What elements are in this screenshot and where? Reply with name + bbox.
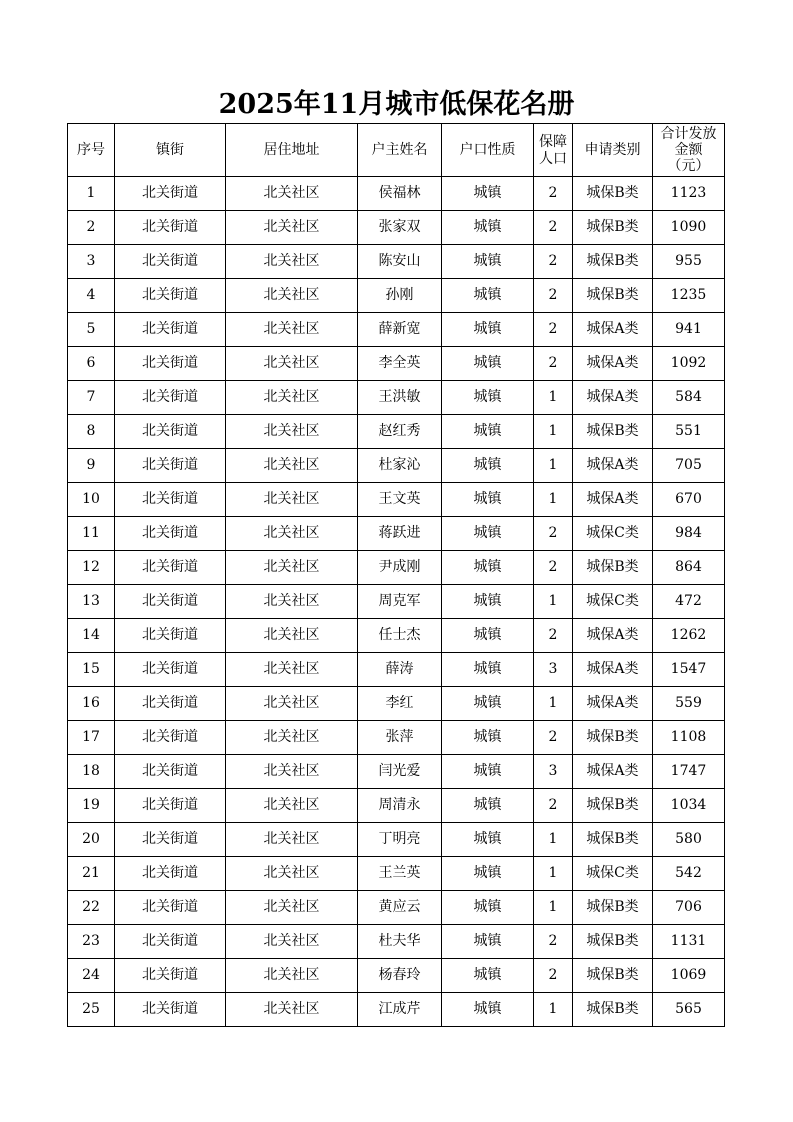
header-persons-line1: 保障 (539, 134, 567, 150)
cell-address: 北关社区 (226, 789, 358, 823)
cell-name: 李全英 (358, 347, 442, 381)
cell-address: 北关社区 (226, 891, 358, 925)
cell-street: 北关街道 (115, 891, 226, 925)
cell-hukou: 城镇 (442, 891, 534, 925)
table-row (68, 823, 725, 857)
table-header (68, 124, 725, 177)
cell-category: 城保A类 (573, 347, 653, 381)
cell-seq: 8 (68, 415, 115, 449)
cell-street: 北关街道 (115, 279, 226, 313)
table-row (68, 483, 725, 517)
cell-name: 江成芹 (358, 993, 442, 1027)
cell-street: 北关街道 (115, 959, 226, 993)
table-row (68, 857, 725, 891)
table-row (68, 551, 725, 585)
cell-name: 周克军 (358, 585, 442, 619)
cell-street: 北关街道 (115, 245, 226, 279)
cell-persons: 2 (534, 279, 573, 313)
cell-amount: 1090 (653, 211, 725, 245)
cell-seq: 1 (68, 177, 115, 211)
header-name: 户主姓名 (358, 124, 442, 177)
cell-amount: 1092 (653, 347, 725, 381)
cell-persons: 1 (534, 585, 573, 619)
cell-seq: 24 (68, 959, 115, 993)
table-row (68, 279, 725, 313)
cell-category: 城保A类 (573, 687, 653, 721)
cell-persons: 2 (534, 177, 573, 211)
cell-persons: 2 (534, 211, 573, 245)
cell-amount: 955 (653, 245, 725, 279)
cell-category: 城保A类 (573, 381, 653, 415)
cell-seq: 20 (68, 823, 115, 857)
cell-address: 北关社区 (226, 381, 358, 415)
table-row (68, 415, 725, 449)
cell-amount: 551 (653, 415, 725, 449)
table-row (68, 721, 725, 755)
cell-category: 城保B类 (573, 551, 653, 585)
cell-street: 北关街道 (115, 211, 226, 245)
cell-persons: 1 (534, 857, 573, 891)
table-row (68, 245, 725, 279)
cell-category: 城保A类 (573, 653, 653, 687)
cell-seq: 25 (68, 993, 115, 1027)
cell-hukou: 城镇 (442, 789, 534, 823)
cell-amount: 864 (653, 551, 725, 585)
cell-address: 北关社区 (226, 585, 358, 619)
cell-hukou: 城镇 (442, 959, 534, 993)
cell-street: 北关街道 (115, 313, 226, 347)
cell-hukou: 城镇 (442, 415, 534, 449)
header-row (68, 124, 725, 177)
cell-persons: 2 (534, 551, 573, 585)
cell-address: 北关社区 (226, 483, 358, 517)
cell-hukou: 城镇 (442, 993, 534, 1027)
cell-amount: 1262 (653, 619, 725, 653)
cell-hukou: 城镇 (442, 483, 534, 517)
cell-hukou: 城镇 (442, 653, 534, 687)
cell-address: 北关社区 (226, 653, 358, 687)
cell-hukou: 城镇 (442, 551, 534, 585)
cell-street: 北关街道 (115, 585, 226, 619)
table-row (68, 585, 725, 619)
cell-street: 北关街道 (115, 381, 226, 415)
table-row (68, 381, 725, 415)
header-persons (534, 124, 573, 177)
table-row (68, 687, 725, 721)
cell-hukou: 城镇 (442, 721, 534, 755)
cell-address: 北关社区 (226, 177, 358, 211)
cell-amount: 1108 (653, 721, 725, 755)
cell-address: 北关社区 (226, 959, 358, 993)
cell-street: 北关街道 (115, 925, 226, 959)
cell-amount: 565 (653, 993, 725, 1027)
cell-seq: 12 (68, 551, 115, 585)
cell-amount: 1747 (653, 755, 725, 789)
cell-street: 北关街道 (115, 721, 226, 755)
cell-amount: 1131 (653, 925, 725, 959)
table-row (68, 925, 725, 959)
cell-street: 北关街道 (115, 789, 226, 823)
cell-name: 张家双 (358, 211, 442, 245)
cell-hukou: 城镇 (442, 619, 534, 653)
cell-persons: 2 (534, 245, 573, 279)
cell-seq: 7 (68, 381, 115, 415)
cell-name: 李红 (358, 687, 442, 721)
cell-category: 城保B类 (573, 789, 653, 823)
cell-persons: 1 (534, 483, 573, 517)
cell-persons: 3 (534, 755, 573, 789)
cell-name: 杜家沁 (358, 449, 442, 483)
cell-address: 北关社区 (226, 721, 358, 755)
cell-category: 城保B类 (573, 891, 653, 925)
cell-hukou: 城镇 (442, 313, 534, 347)
cell-name: 薛涛 (358, 653, 442, 687)
header-amount-line3: （元） (667, 158, 710, 174)
cell-category: 城保A类 (573, 483, 653, 517)
cell-hukou: 城镇 (442, 585, 534, 619)
cell-hukou: 城镇 (442, 925, 534, 959)
cell-hukou: 城镇 (442, 381, 534, 415)
cell-address: 北关社区 (226, 211, 358, 245)
cell-amount: 1034 (653, 789, 725, 823)
cell-name: 赵红秀 (358, 415, 442, 449)
cell-name: 丁明亮 (358, 823, 442, 857)
cell-hukou: 城镇 (442, 517, 534, 551)
cell-address: 北关社区 (226, 619, 358, 653)
cell-category: 城保B类 (573, 279, 653, 313)
cell-street: 北关街道 (115, 687, 226, 721)
cell-amount: 559 (653, 687, 725, 721)
cell-address: 北关社区 (226, 925, 358, 959)
cell-category: 城保B类 (573, 823, 653, 857)
cell-category: 城保A类 (573, 449, 653, 483)
cell-amount: 670 (653, 483, 725, 517)
cell-name: 王兰英 (358, 857, 442, 891)
cell-name: 杜夫华 (358, 925, 442, 959)
cell-amount: 1235 (653, 279, 725, 313)
cell-name: 王文英 (358, 483, 442, 517)
header-hukou: 户口性质 (442, 124, 534, 177)
cell-address: 北关社区 (226, 857, 358, 891)
cell-street: 北关街道 (115, 517, 226, 551)
table-row (68, 789, 725, 823)
cell-category: 城保C类 (573, 517, 653, 551)
table-row (68, 177, 725, 211)
cell-persons: 1 (534, 415, 573, 449)
cell-amount: 1547 (653, 653, 725, 687)
cell-street: 北关街道 (115, 653, 226, 687)
cell-address: 北关社区 (226, 245, 358, 279)
cell-category: 城保A类 (573, 619, 653, 653)
cell-name: 蒋跃进 (358, 517, 442, 551)
cell-hukou: 城镇 (442, 211, 534, 245)
cell-persons: 1 (534, 687, 573, 721)
cell-street: 北关街道 (115, 347, 226, 381)
table-row (68, 211, 725, 245)
cell-persons: 3 (534, 653, 573, 687)
cell-name: 陈安山 (358, 245, 442, 279)
cell-address: 北关社区 (226, 279, 358, 313)
cell-category: 城保C类 (573, 585, 653, 619)
cell-amount: 472 (653, 585, 725, 619)
cell-street: 北关街道 (115, 857, 226, 891)
cell-address: 北关社区 (226, 993, 358, 1027)
cell-name: 任士杰 (358, 619, 442, 653)
cell-address: 北关社区 (226, 755, 358, 789)
header-category: 申请类别 (573, 124, 653, 177)
cell-name: 黄应云 (358, 891, 442, 925)
cell-persons: 1 (534, 823, 573, 857)
cell-address: 北关社区 (226, 551, 358, 585)
cell-category: 城保B类 (573, 415, 653, 449)
cell-persons: 1 (534, 381, 573, 415)
cell-name: 杨春玲 (358, 959, 442, 993)
cell-seq: 22 (68, 891, 115, 925)
cell-street: 北关街道 (115, 551, 226, 585)
cell-category: 城保B类 (573, 959, 653, 993)
cell-name: 孙刚 (358, 279, 442, 313)
cell-seq: 16 (68, 687, 115, 721)
cell-seq: 3 (68, 245, 115, 279)
header-seq: 序号 (68, 124, 115, 177)
cell-hukou: 城镇 (442, 687, 534, 721)
cell-category: 城保C类 (573, 857, 653, 891)
cell-persons: 2 (534, 347, 573, 381)
table-row (68, 347, 725, 381)
cell-persons: 1 (534, 993, 573, 1027)
cell-address: 北关社区 (226, 347, 358, 381)
header-address: 居住地址 (226, 124, 358, 177)
cell-amount: 1069 (653, 959, 725, 993)
cell-name: 周清永 (358, 789, 442, 823)
cell-name: 薛新宽 (358, 313, 442, 347)
cell-seq: 14 (68, 619, 115, 653)
table-row (68, 619, 725, 653)
cell-hukou: 城镇 (442, 177, 534, 211)
table-row (68, 959, 725, 993)
cell-hukou: 城镇 (442, 857, 534, 891)
cell-name: 张萍 (358, 721, 442, 755)
cell-category: 城保B类 (573, 211, 653, 245)
table-row (68, 517, 725, 551)
document-title: 2025年11月城市低保花名册 (218, 89, 575, 120)
cell-address: 北关社区 (226, 687, 358, 721)
cell-persons: 2 (534, 959, 573, 993)
cell-street: 北关街道 (115, 415, 226, 449)
cell-persons: 1 (534, 891, 573, 925)
cell-seq: 15 (68, 653, 115, 687)
cell-name: 侯福林 (358, 177, 442, 211)
cell-seq: 6 (68, 347, 115, 381)
cell-amount: 941 (653, 313, 725, 347)
cell-hukou: 城镇 (442, 755, 534, 789)
cell-hukou: 城镇 (442, 279, 534, 313)
header-street: 镇街 (115, 124, 226, 177)
cell-address: 北关社区 (226, 313, 358, 347)
cell-persons: 2 (534, 619, 573, 653)
cell-category: 城保B类 (573, 721, 653, 755)
cell-amount: 984 (653, 517, 725, 551)
cell-hukou: 城镇 (442, 823, 534, 857)
header-amount-line2: 金额 (674, 142, 703, 158)
cell-category: 城保A类 (573, 755, 653, 789)
cell-seq: 13 (68, 585, 115, 619)
table-body (68, 177, 725, 1027)
cell-seq: 4 (68, 279, 115, 313)
cell-street: 北关街道 (115, 755, 226, 789)
cell-name: 尹成刚 (358, 551, 442, 585)
cell-address: 北关社区 (226, 415, 358, 449)
cell-address: 北关社区 (226, 517, 358, 551)
cell-persons: 2 (534, 313, 573, 347)
roster-table (67, 123, 725, 1027)
cell-street: 北关街道 (115, 483, 226, 517)
cell-category: 城保B类 (573, 177, 653, 211)
cell-seq: 21 (68, 857, 115, 891)
cell-seq: 9 (68, 449, 115, 483)
cell-category: 城保A类 (573, 313, 653, 347)
cell-street: 北关街道 (115, 993, 226, 1027)
header-persons-line2: 人口 (539, 151, 567, 167)
header-amount (653, 124, 725, 177)
cell-street: 北关街道 (115, 823, 226, 857)
cell-street: 北关街道 (115, 449, 226, 483)
cell-amount: 706 (653, 891, 725, 925)
cell-amount: 705 (653, 449, 725, 483)
table-row (68, 993, 725, 1027)
header-amount-line1: 合计发放 (660, 126, 717, 142)
cell-amount: 584 (653, 381, 725, 415)
cell-seq: 11 (68, 517, 115, 551)
cell-persons: 1 (534, 449, 573, 483)
cell-persons: 2 (534, 721, 573, 755)
cell-seq: 23 (68, 925, 115, 959)
table-row (68, 891, 725, 925)
cell-seq: 2 (68, 211, 115, 245)
cell-amount: 580 (653, 823, 725, 857)
cell-street: 北关街道 (115, 177, 226, 211)
cell-hukou: 城镇 (442, 449, 534, 483)
cell-street: 北关街道 (115, 619, 226, 653)
cell-name: 闫光爱 (358, 755, 442, 789)
cell-hukou: 城镇 (442, 245, 534, 279)
table-row (68, 313, 725, 347)
cell-seq: 10 (68, 483, 115, 517)
cell-persons: 2 (534, 789, 573, 823)
table-row (68, 449, 725, 483)
cell-amount: 542 (653, 857, 725, 891)
cell-seq: 19 (68, 789, 115, 823)
cell-persons: 2 (534, 517, 573, 551)
cell-seq: 17 (68, 721, 115, 755)
cell-amount: 1123 (653, 177, 725, 211)
cell-category: 城保B类 (573, 993, 653, 1027)
cell-address: 北关社区 (226, 449, 358, 483)
cell-seq: 5 (68, 313, 115, 347)
table-row (68, 755, 725, 789)
cell-address: 北关社区 (226, 823, 358, 857)
table-row (68, 653, 725, 687)
cell-hukou: 城镇 (442, 347, 534, 381)
cell-seq: 18 (68, 755, 115, 789)
cell-persons: 2 (534, 925, 573, 959)
cell-category: 城保B类 (573, 925, 653, 959)
cell-name: 王洪敏 (358, 381, 442, 415)
cell-category: 城保B类 (573, 245, 653, 279)
